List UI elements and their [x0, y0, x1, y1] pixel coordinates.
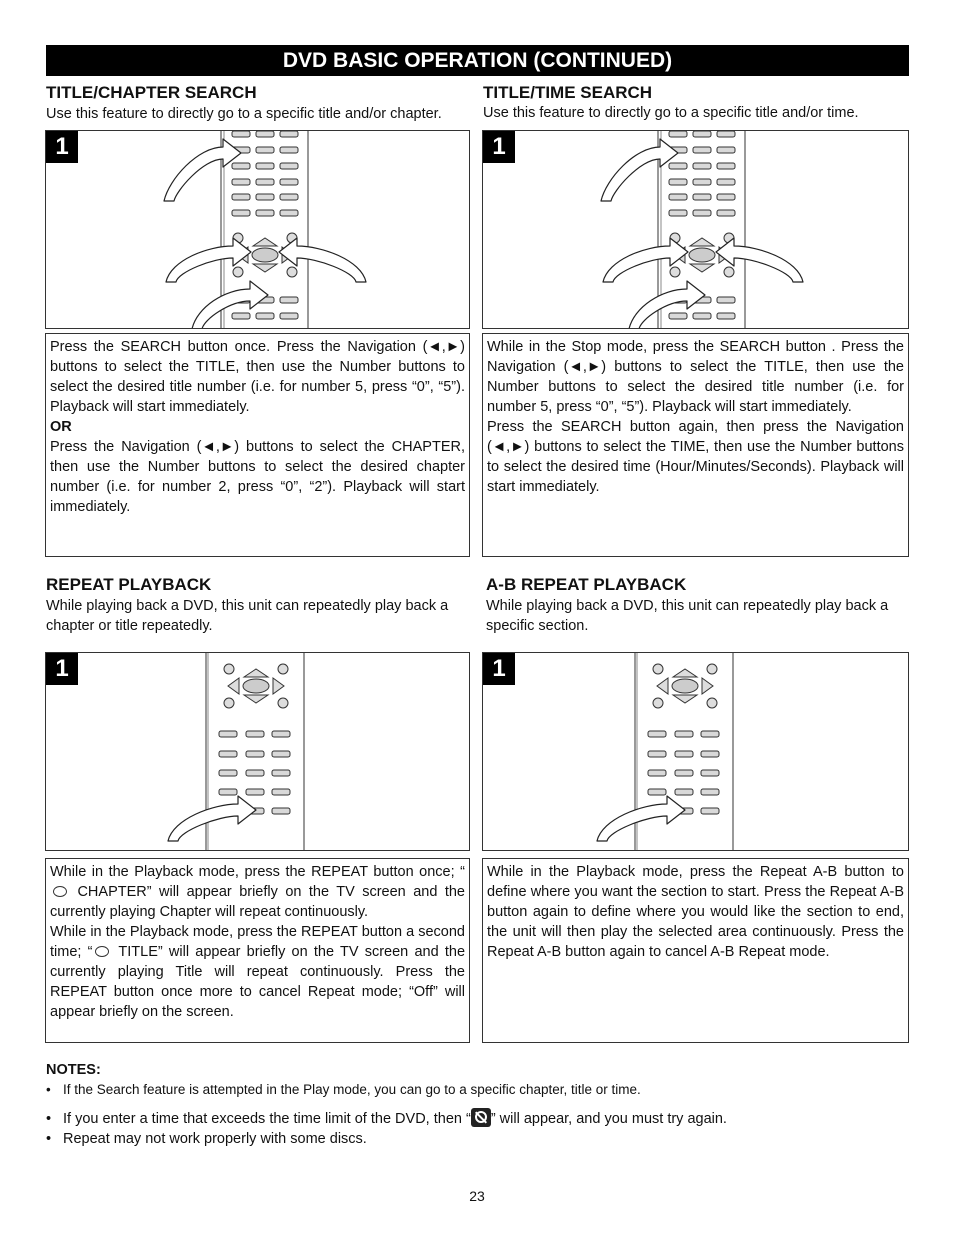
- round-button: [653, 664, 663, 674]
- remote-button: [701, 789, 719, 795]
- title-chapter-para2: Press the Navigation (◄,►) buttons to select the CHAPTER, then use the Number buttons to select the desired chapter number (i.e. for number 2, press “0”, “2”). Playback will start immediately.: [50, 439, 465, 515]
- remote-button: [669, 313, 687, 319]
- round-button: [278, 698, 288, 708]
- remote-button: [232, 313, 250, 319]
- or-label: OR: [50, 419, 72, 435]
- remote-button: [693, 163, 711, 169]
- step-number: 1: [483, 653, 515, 685]
- note-3: • Repeat may not work properly with some discs.: [46, 1131, 367, 1147]
- remote-button: [717, 297, 735, 303]
- repeat-para1: While in the Playback mode, press the REPEAT button once; “ CHAPTER” will appear briefly on the TV screen and the currently playing Chapter will repeat continuously.: [50, 864, 465, 920]
- remote-button: [256, 179, 274, 185]
- remote-button: [256, 131, 274, 137]
- remote-button: [693, 147, 711, 153]
- round-button: [278, 664, 288, 674]
- remote-button: [280, 163, 298, 169]
- enter-button: [689, 248, 715, 262]
- remote-button: [256, 210, 274, 216]
- remote-button: [675, 770, 693, 776]
- round-button: [653, 698, 663, 708]
- remote-button: [232, 131, 250, 137]
- remote-control-icon: [483, 131, 909, 329]
- remote-button: [669, 194, 687, 200]
- remote-button: [272, 789, 290, 795]
- title-chapter-figure: [45, 130, 470, 329]
- no-entry-icon: [471, 1108, 491, 1127]
- repeat-figure: [45, 652, 470, 851]
- remote-button: [701, 751, 719, 757]
- remote-button: [693, 210, 711, 216]
- remote-button: [717, 163, 735, 169]
- enter-button: [672, 679, 698, 693]
- remote-button: [717, 179, 735, 185]
- title-chapter-para1: Press the SEARCH button once. Press the Navigation (◄,►) buttons to select the TITLE, then use the Number buttons to select the desired title number (i.e. for number 5, press “0”, “5”). Playback will start immediately.: [50, 339, 465, 415]
- remote-button: [717, 147, 735, 153]
- remote-button: [232, 210, 250, 216]
- remote-button: [219, 751, 237, 757]
- ab-repeat-text: [482, 858, 909, 1043]
- remote-button: [701, 808, 719, 814]
- remote-button: [272, 751, 290, 757]
- remote-button: [717, 131, 735, 137]
- remote-button: [669, 163, 687, 169]
- remote-button: [256, 194, 274, 200]
- ab-repeat-figure: [482, 652, 909, 851]
- page-banner: DVD BASIC OPERATION (CONTINUED): [46, 45, 909, 76]
- remote-button: [693, 131, 711, 137]
- round-button: [670, 267, 680, 277]
- remote-button: [219, 789, 237, 795]
- remote-button: [280, 147, 298, 153]
- remote-button: [280, 313, 298, 319]
- repeat-text: [45, 858, 470, 1043]
- round-button: [707, 664, 717, 674]
- remote-button: [693, 194, 711, 200]
- title-time-intro: Use this feature to directly go to a specific title and/or time.: [483, 105, 859, 121]
- remote-button: [693, 179, 711, 185]
- remote-button: [669, 179, 687, 185]
- remote-control-icon: [46, 131, 470, 329]
- remote-button: [246, 751, 264, 757]
- title-chapter-heading: TITLE/CHAPTER SEARCH: [46, 83, 257, 102]
- ab-repeat-heading: A-B REPEAT PLAYBACK: [486, 575, 687, 594]
- remote-button: [675, 789, 693, 795]
- title-chapter-text: [45, 333, 470, 557]
- remote-button: [272, 731, 290, 737]
- remote-button: [648, 770, 666, 776]
- remote-button: [648, 789, 666, 795]
- remote-button: [693, 313, 711, 319]
- remote-button: [246, 731, 264, 737]
- notes-heading: NOTES:: [46, 1062, 101, 1078]
- remote-button: [219, 770, 237, 776]
- repeat-intro: While playing back a DVD, this unit can repeatedly play back a chapter or title repeatedly.: [46, 598, 449, 634]
- remote-button: [219, 731, 237, 737]
- repeat-icon: [53, 886, 67, 897]
- repeat-para2: While in the Playback mode, press the REPEAT button a second time; “ TITLE” will appear briefly on the TV screen and the currently playing Title will repeat continuously. Press the REPEAT button once more to cancel Repeat mode; “Off” will appear briefly on the screen.: [50, 924, 466, 1020]
- page-number: 23: [469, 1188, 485, 1204]
- repeat-icon: [95, 946, 109, 957]
- title-time-heading: TITLE/TIME SEARCH: [483, 83, 653, 102]
- round-button: [724, 267, 734, 277]
- title-time-text: [482, 333, 909, 557]
- remote-button: [256, 313, 274, 319]
- remote-button: [717, 313, 735, 319]
- remote-button: [246, 789, 264, 795]
- remote-button: [256, 147, 274, 153]
- remote-button: [232, 194, 250, 200]
- note-1: • If the Search feature is attempted in the Play mode, you can go to a specific chapter, title or time.: [46, 1082, 641, 1097]
- remote-button: [232, 163, 250, 169]
- remote-button: [701, 731, 719, 737]
- step-number: 1: [483, 131, 515, 163]
- remote-button: [280, 194, 298, 200]
- enter-button: [252, 248, 278, 262]
- enter-button: [243, 679, 269, 693]
- repeat-heading: REPEAT PLAYBACK: [46, 575, 212, 594]
- remote-button: [675, 731, 693, 737]
- title-time-figure: [482, 130, 909, 329]
- ab-repeat-para: While in the Playback mode, press the Repeat A-B button to define where you want the section to start. Press the Repeat A-B button again to define where you would like the section to end, the unit will then play the selected area continuously. Press the Repeat A-B button again to cancel A-B Repeat mode.: [487, 864, 904, 960]
- remote-button: [280, 297, 298, 303]
- remote-button: [280, 131, 298, 137]
- remote-button: [246, 770, 264, 776]
- remote-button: [272, 808, 290, 814]
- remote-button: [701, 770, 719, 776]
- remote-button: [669, 210, 687, 216]
- note-2: • If you enter a time that exceeds the time limit of the DVD, then “ ” will appear, and you must try again.: [46, 1108, 727, 1127]
- remote-button: [648, 731, 666, 737]
- title-chapter-intro: Use this feature to directly go to a specific title and/or chapter.: [46, 106, 442, 122]
- remote-button: [280, 210, 298, 216]
- round-button: [233, 267, 243, 277]
- round-button: [707, 698, 717, 708]
- ab-repeat-intro: While playing back a DVD, this unit can repeatedly play back a specific section.: [486, 598, 889, 634]
- remote-button: [717, 194, 735, 200]
- remote-button: [272, 770, 290, 776]
- remote-button: [256, 163, 274, 169]
- remote-button: [669, 131, 687, 137]
- remote-button: [675, 751, 693, 757]
- step-number: 1: [46, 131, 78, 163]
- remote-control-icon: [46, 653, 470, 851]
- remote-button: [232, 179, 250, 185]
- remote-button: [648, 751, 666, 757]
- remote-button: [717, 210, 735, 216]
- round-button: [224, 698, 234, 708]
- title-time-para2: Press the SEARCH button again, then press the Navigation (◄,►) buttons to select the TIME, then use the Number buttons to select the desired time (Hour/Minutes/Seconds). Playback will start immediately.: [487, 419, 904, 495]
- step-number: 1: [46, 653, 78, 685]
- remote-button: [280, 179, 298, 185]
- round-button: [287, 267, 297, 277]
- remote-control-icon: [483, 653, 909, 851]
- round-button: [224, 664, 234, 674]
- title-time-para1: While in the Stop mode, press the SEARCH button . Press the Navigation (◄,►) buttons to select the TITLE, then use the Number buttons to select the desired title number (i.e. for number 5, press “0”, “5”). Playback will start immediately.: [487, 339, 904, 415]
